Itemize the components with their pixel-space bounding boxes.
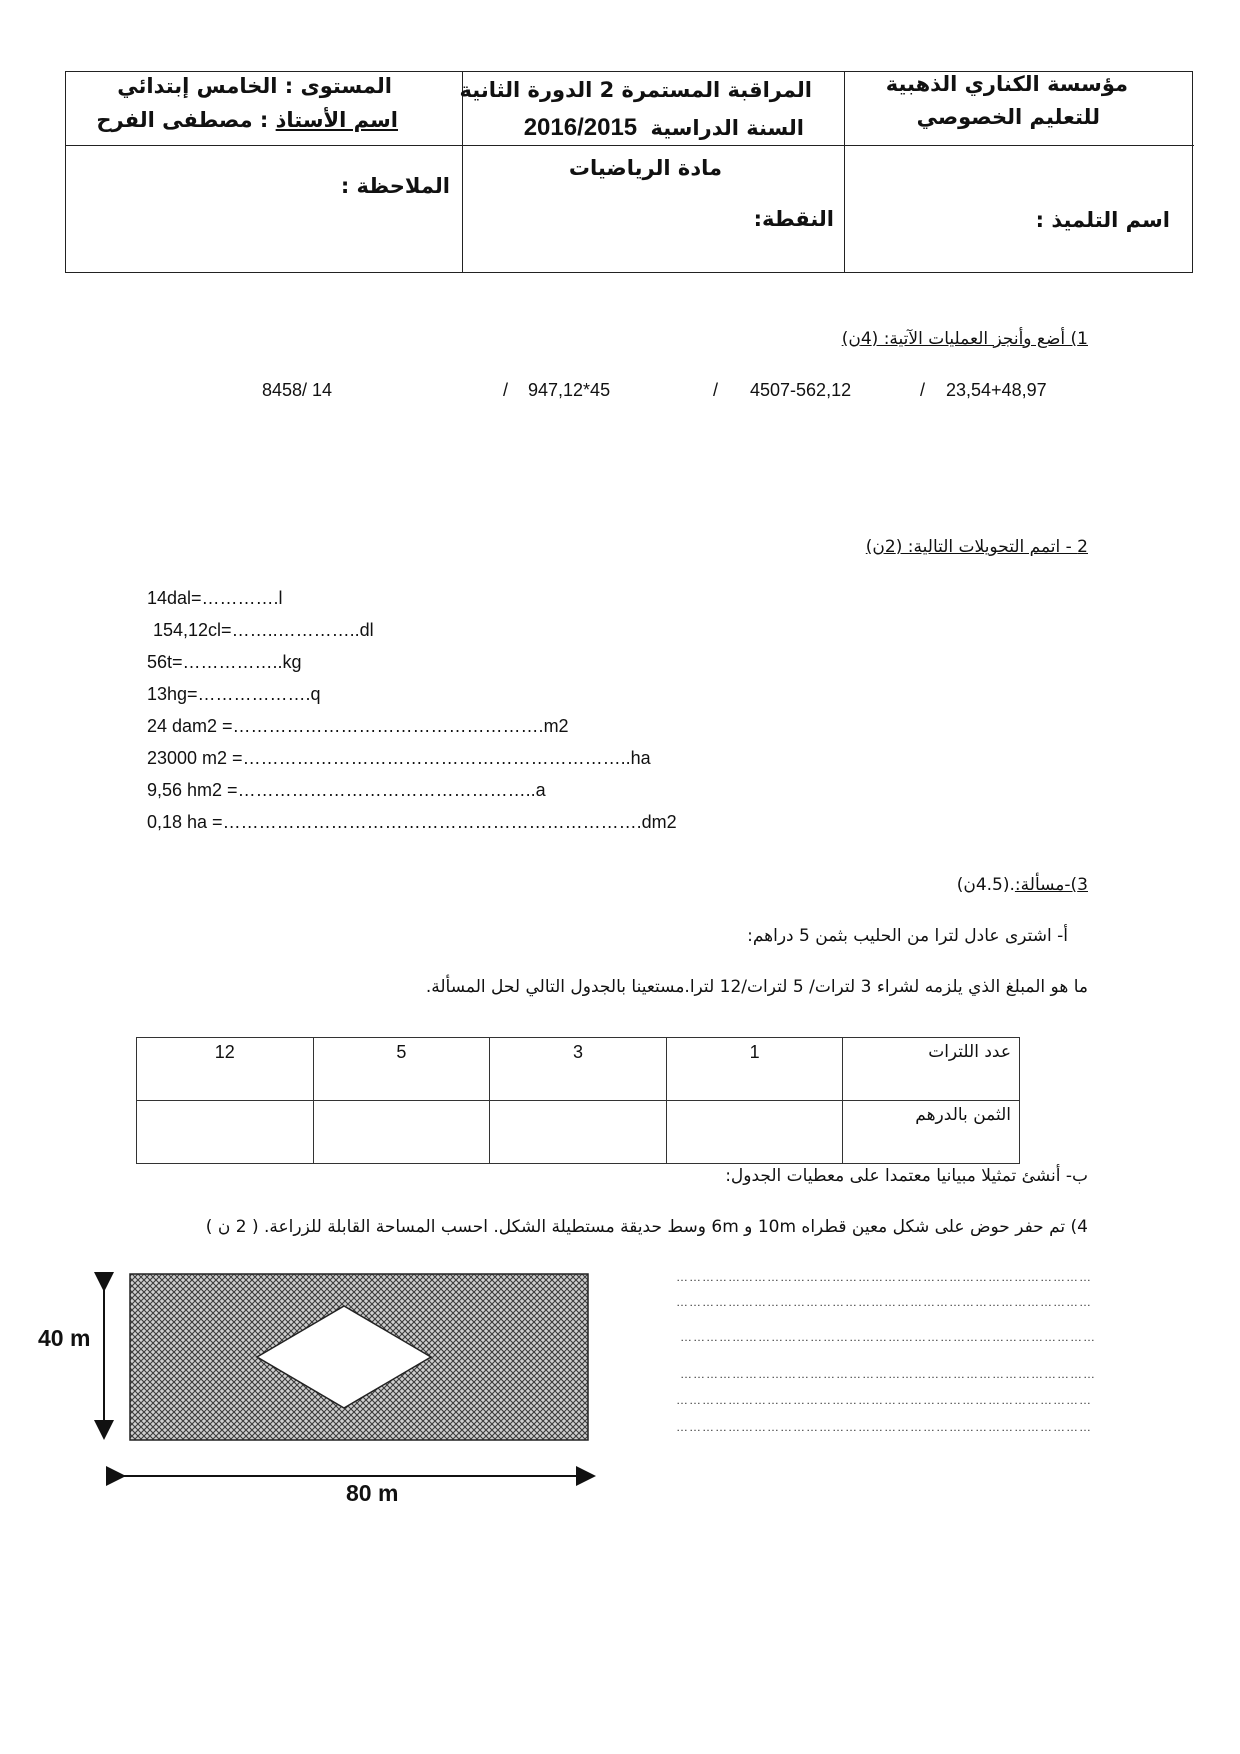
teacher-name: : مصطفى الفرح	[96, 108, 269, 132]
q1-op-4: 8458/ 14	[262, 380, 333, 400]
table-row-label: الثمن بالدرهم	[843, 1101, 1020, 1164]
table-cell: 12	[137, 1038, 314, 1101]
conversion-4: 13hg=……………….q	[147, 684, 321, 704]
q1-op-3: 947,12*45	[528, 380, 611, 400]
year-label: السنة الدراسية	[650, 116, 804, 140]
q3-title: 3)-مسألة:	[1014, 875, 1088, 895]
exam-title: المراقبة المستمرة 2 الدورة الثانية	[459, 78, 812, 102]
table-cell-empty[interactable]	[490, 1101, 667, 1164]
q4-title: 4) تم حفر حوض على شكل معين قطراه 10m و 6m وسط حديقة مستطيلة الشكل. احسب المساحة القابلة للزراعة. ( 2 ن )	[205, 1217, 1088, 1237]
table-cell: 5	[313, 1038, 490, 1101]
q3-question: ما هو المبلغ الذي يلزمه لشراء 3 لترات/ 5 لترات/12 لترا.مستعينا بالجدول التالي لحل المسألة.	[425, 977, 1088, 997]
header-row-divider	[66, 145, 1194, 146]
teacher-line	[96, 106, 398, 134]
price-table	[136, 1037, 1020, 1164]
conversion-8: 0,18 ha =…………………………………………………………….dm2	[147, 812, 677, 832]
q2-title: 2 - اتمم التحويلات التالية: (2ن)	[865, 537, 1088, 557]
answer-line[interactable]: ……………………………………………………………………………………	[676, 1270, 1092, 1284]
school-year	[524, 114, 804, 142]
table-cell: 1	[666, 1038, 843, 1101]
school-name-line2: للتعليم الخصوصي	[916, 105, 1100, 129]
answer-line[interactable]: ……………………………………………………………………………………	[680, 1330, 1096, 1344]
answer-line[interactable]: ……………………………………………………………………………………	[676, 1420, 1092, 1434]
q3-points: .(4.5ن)	[956, 875, 1015, 895]
remark-label: الملاحظة :	[340, 174, 450, 198]
table-row-label: عدد اللترات	[843, 1038, 1020, 1101]
school-name-line1: مؤسسة الكناري الذهبية	[885, 72, 1128, 96]
grade-label: النقطة:	[753, 207, 834, 231]
q3-heading	[957, 873, 1088, 897]
subject-label: مادة الرياضيات	[568, 156, 722, 180]
conversion-5: 24 dam2 =…………………………………………….m2	[147, 716, 569, 736]
garden-figure	[30, 1268, 610, 1508]
conversion-3: 56t=……………..kg	[147, 652, 302, 672]
conversion-2: 154,12cl=……..…………..dl	[153, 620, 374, 640]
table-row-price	[137, 1101, 1020, 1164]
table-cell: 3	[490, 1038, 667, 1101]
q1-sep-1: /	[920, 380, 926, 400]
q1-sep-2: /	[713, 380, 719, 400]
q1-sep-3: /	[503, 380, 509, 400]
width-label: 80 m	[346, 1480, 399, 1506]
q1-title: 1) أضع وأنجز العمليات الآتية: (4ن)	[841, 329, 1088, 349]
conversion-1: 14dal=………….l	[147, 588, 283, 608]
answer-line[interactable]: ……………………………………………………………………………………	[676, 1393, 1092, 1407]
answer-line[interactable]: ……………………………………………………………………………………	[680, 1367, 1096, 1381]
table-row-liters	[137, 1038, 1020, 1101]
height-label: 40 m	[38, 1325, 91, 1351]
q3-part-b: ب- أنشئ تمثيلا مبيانيا معتمدا على معطيات الجدول:	[725, 1166, 1088, 1186]
answer-line[interactable]: ……………………………………………………………………………………	[676, 1295, 1092, 1309]
table-cell-empty[interactable]	[137, 1101, 314, 1164]
year-value: 2016/2015	[523, 114, 638, 141]
table-cell-empty[interactable]	[313, 1101, 490, 1164]
q1-op-1: 23,54+48,97	[946, 380, 1047, 400]
student-name-label: اسم التلميذ :	[1035, 208, 1170, 232]
table-cell-empty[interactable]	[666, 1101, 843, 1164]
level-label: المستوى : الخامس إبتدائي	[117, 74, 392, 98]
q3-part-a: أ- اشترى عادل لترا من الحليب بثمن 5 دراهم:	[747, 926, 1068, 946]
q1-op-2: 4507-562,12	[750, 380, 852, 400]
teacher-label: اسم الأستاذ	[275, 108, 398, 132]
conversion-6: 23000 m2 =………………………………………………………..ha	[147, 748, 651, 768]
conversion-7: 9,56 hm2 =…………………………………………..a	[147, 780, 546, 800]
header-divider-2	[844, 72, 845, 272]
